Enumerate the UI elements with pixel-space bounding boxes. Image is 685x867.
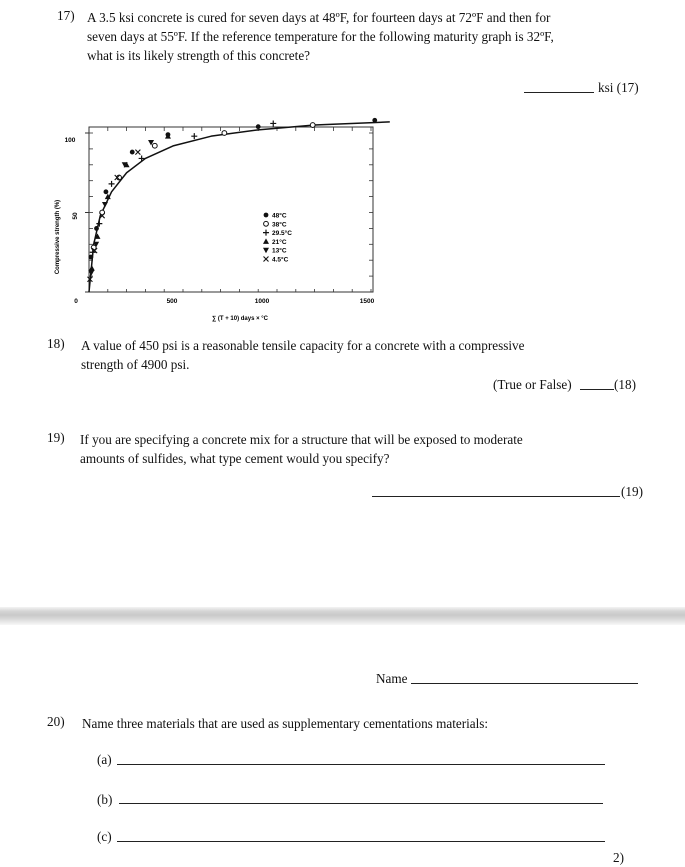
question-17-number: 17) (57, 8, 75, 23)
legend-marker (264, 213, 269, 218)
x-tick-1000: 1000 (254, 298, 270, 305)
data-point (109, 181, 115, 187)
legend-marker (264, 221, 269, 226)
data-point (256, 124, 261, 129)
question-17-line-2: seven days at 55ºF. If the reference temperature for the following maturity graph is 32ºF, (87, 29, 554, 44)
legend-label: 21°C (272, 238, 287, 246)
question-18-number: 18) (47, 336, 65, 351)
question-18-answer-label: (True or False) (493, 377, 572, 392)
answer-c-line[interactable] (117, 841, 605, 842)
question-17-line-3: what is its likely strength of this concrete? (87, 48, 311, 63)
answer-a-line[interactable] (117, 764, 605, 765)
legend-label: 13°C (272, 247, 287, 255)
data-point (88, 255, 93, 260)
question-17-text (87, 8, 647, 65)
maturity-chart (36, 109, 406, 324)
x-axis-label: ∑ (T + 10) days × °C (211, 316, 269, 322)
data-point (191, 133, 197, 139)
legend (263, 212, 292, 264)
legend-marker (263, 238, 269, 244)
question-18-answer-suffix: (18) (614, 377, 636, 392)
legend-label: 29.5°C (272, 230, 292, 238)
name-input-line[interactable] (411, 683, 638, 684)
data-point (104, 189, 109, 194)
question-17-line-1: A 3.5 ksi concrete is cured for seven days at 48ºF, for fourteen days at 72ºF and then for (87, 10, 551, 25)
legend-label: 38°C (272, 221, 287, 229)
data-point (152, 143, 157, 148)
data-point (94, 226, 99, 231)
y-tick-50: 50 (72, 212, 79, 220)
data-point (222, 131, 227, 136)
answer-c-label: (c) (97, 829, 112, 844)
data-point (310, 123, 315, 128)
page-separator (0, 607, 685, 625)
maturity-graph (36, 109, 406, 324)
question-19-line-1: If you are specifying a concrete mix for a structure that will be exposed to moderate (80, 432, 523, 447)
question-20-text: Name three materials that are used as supplementary cementations materials: (82, 716, 489, 731)
question-19-number: 19) (47, 430, 65, 445)
question-18-text (81, 336, 641, 374)
legend-marker (263, 248, 269, 254)
answer-a-label: (a) (97, 752, 112, 767)
data-point (270, 120, 276, 126)
page-number: 2) (613, 850, 624, 865)
question-20-number: 20) (47, 714, 65, 729)
answer-b-line[interactable] (119, 803, 603, 804)
question-18-answer-line[interactable] (580, 389, 614, 390)
data-point (130, 150, 135, 155)
legend-label: 48°C (272, 212, 287, 220)
x-tick-500: 500 (166, 298, 178, 305)
question-19-answer-suffix: (19) (621, 484, 643, 499)
question-19-answer-line[interactable] (372, 496, 620, 497)
y-tick-100: 100 (64, 137, 76, 144)
name-label: Name (376, 671, 408, 686)
question-18-line-1: A value of 450 psi is a reasonable tensile capacity for a concrete with a compressive (81, 338, 525, 353)
question-18-line-2: strength of 4900 psi. (81, 357, 190, 372)
maturity-curve (89, 122, 390, 292)
question-19-text (80, 430, 640, 468)
y-tick-0: 0 (74, 298, 78, 305)
data-point (89, 265, 95, 271)
data-point (372, 118, 377, 123)
y-axis-label: Compressive strength (%) (55, 199, 61, 275)
data-point (102, 202, 108, 208)
answer-b-label: (b) (97, 792, 113, 807)
x-tick-1500: 1500 (359, 298, 375, 305)
question-19-line-2: amounts of sulfides, what type cement would you specify? (80, 451, 390, 466)
data-point (135, 150, 140, 155)
legend-label: 4.5°C (272, 256, 289, 264)
question-17-answer-line[interactable] (524, 92, 594, 93)
legend-marker (264, 257, 269, 262)
legend-marker (263, 230, 269, 236)
question-17-answer-label: ksi (17) (598, 80, 639, 95)
